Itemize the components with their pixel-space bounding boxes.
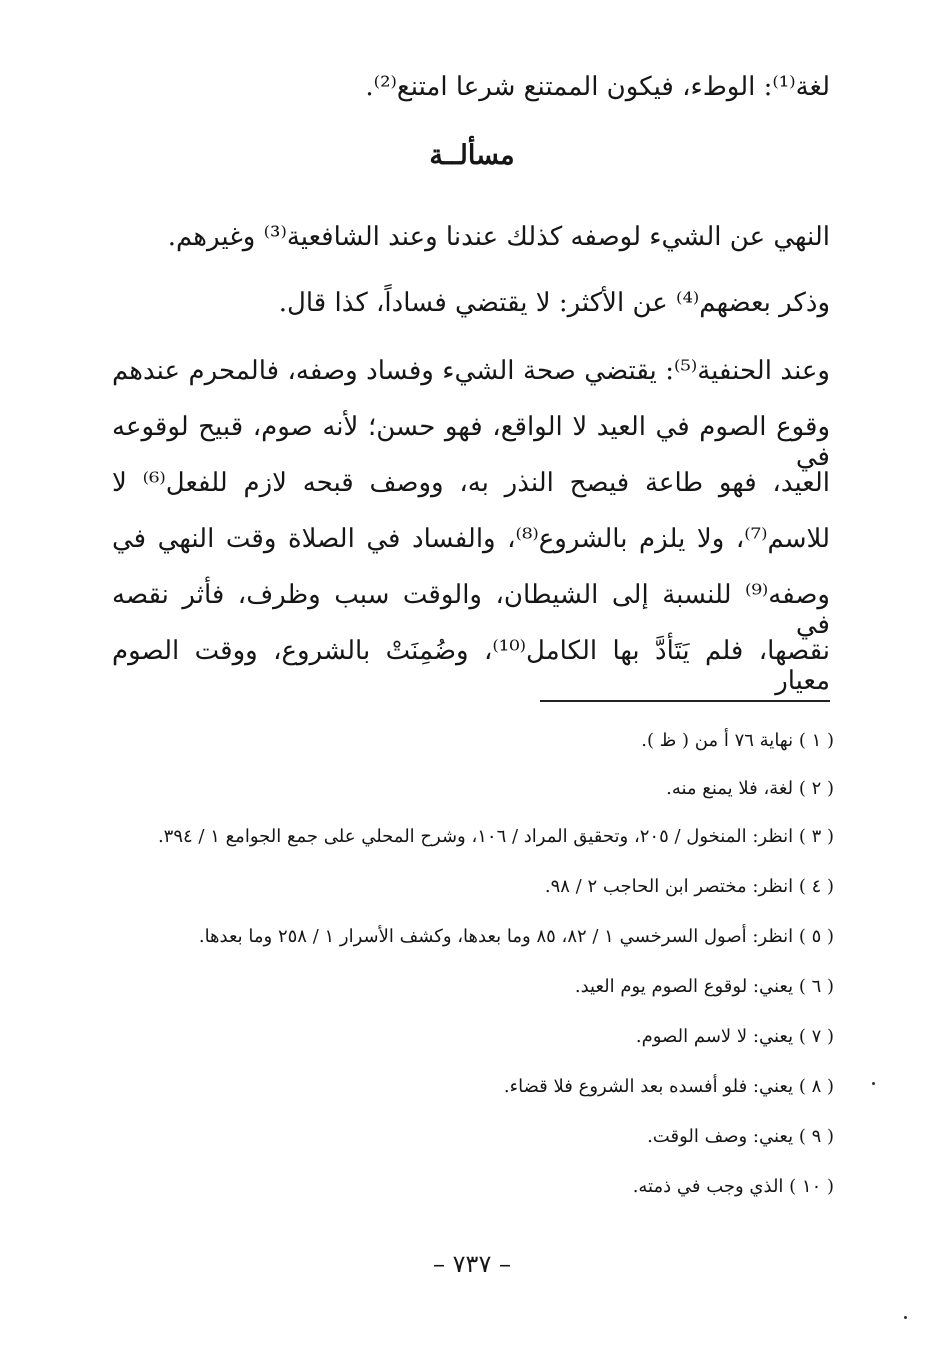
- scan-speck: [904, 1316, 907, 1319]
- paragraph-3-line-4: للاسم⁽⁷⁾، ولا يلزم بالشروع⁽⁸⁾، والفساد في الصلاة وقت النهي في: [112, 524, 830, 554]
- paragraph-3-line-1: وعند الحنفية⁽⁵⁾: يقتضي صحة الشيء وفساد وصفه، فالمحرم عندهم: [112, 356, 830, 386]
- section-heading: مسألــة: [429, 140, 515, 171]
- footnote-8: ( ٨ ) يعني: فلو أفسده بعد الشروع فلا قضاء.: [503, 1076, 834, 1097]
- footnote-separator: [540, 700, 830, 702]
- opening-line: لغة⁽¹⁾: الوطء، فيكون الممتنع شرعا امتنع⁽²⁾.: [365, 72, 830, 102]
- footnote-3: ( ٣ ) انظر: المنخول / ٢٠٥، وتحقيق المراد / ١٠٦، وشرح المحلي على جمع الجوامع ١ / ٣٩٤.: [157, 826, 834, 847]
- footnote-1: ( ١ ) نهاية ٧٦ أ من ( ظ ).: [641, 730, 834, 751]
- footnote-9: ( ٩ ) يعني: وصف الوقت.: [647, 1126, 834, 1147]
- footnote-7: ( ٧ ) يعني: لا لاسم الصوم.: [635, 1026, 834, 1047]
- footnote-4: ( ٤ ) انظر: مختصر ابن الحاجب ٢ / ٩٨.: [544, 876, 834, 897]
- page-number: – ٧٣٧ –: [433, 1250, 511, 1278]
- scan-speck: [872, 1082, 875, 1085]
- paragraph-2: وذكر بعضهم⁽⁴⁾ عن الأكثر: لا يقتضي فساداً، كذا قال.: [278, 288, 830, 318]
- paragraph-3-line-6: نقصها، فلم يَتَأدَّ بها الكامل⁽¹⁰⁾، وضُمِنَتْ بالشروع، ووقت الصوم معيار: [112, 636, 830, 696]
- paragraph-3-line-2: وقوع الصوم في العيد لا الواقع، فهو حسن؛ لأنه صوم، قبيح لوقوعه في: [112, 412, 830, 472]
- paragraph-3-line-3: العيد، فهو طاعة فيصح النذر به، ووصف قبحه لازم للفعل⁽⁶⁾ لا: [112, 468, 830, 498]
- footnote-5: ( ٥ ) انظر: أصول السرخسي ١ / ٨٢، ٨٥ وما بعدها، وكشف الأسرار ١ / ٢٥٨ وما بعدها.: [198, 926, 834, 947]
- paragraph-3-line-5: وصفه⁽⁹⁾ للنسبة إلى الشيطان، والوقت سبب وظرف، فأثر نقصه في: [112, 580, 830, 640]
- footnote-6: ( ٦ ) يعني: لوقوع الصوم يوم العيد.: [574, 976, 834, 997]
- paragraph-1: النهي عن الشيء لوصفه كذلك عندنا وعند الشافعية⁽³⁾ وغيرهم.: [167, 222, 830, 252]
- footnote-10: ( ١٠ ) الذي وجب في ذمته.: [632, 1176, 834, 1197]
- footnote-2: ( ٢ ) لغة، فلا يمنع منه.: [666, 778, 834, 799]
